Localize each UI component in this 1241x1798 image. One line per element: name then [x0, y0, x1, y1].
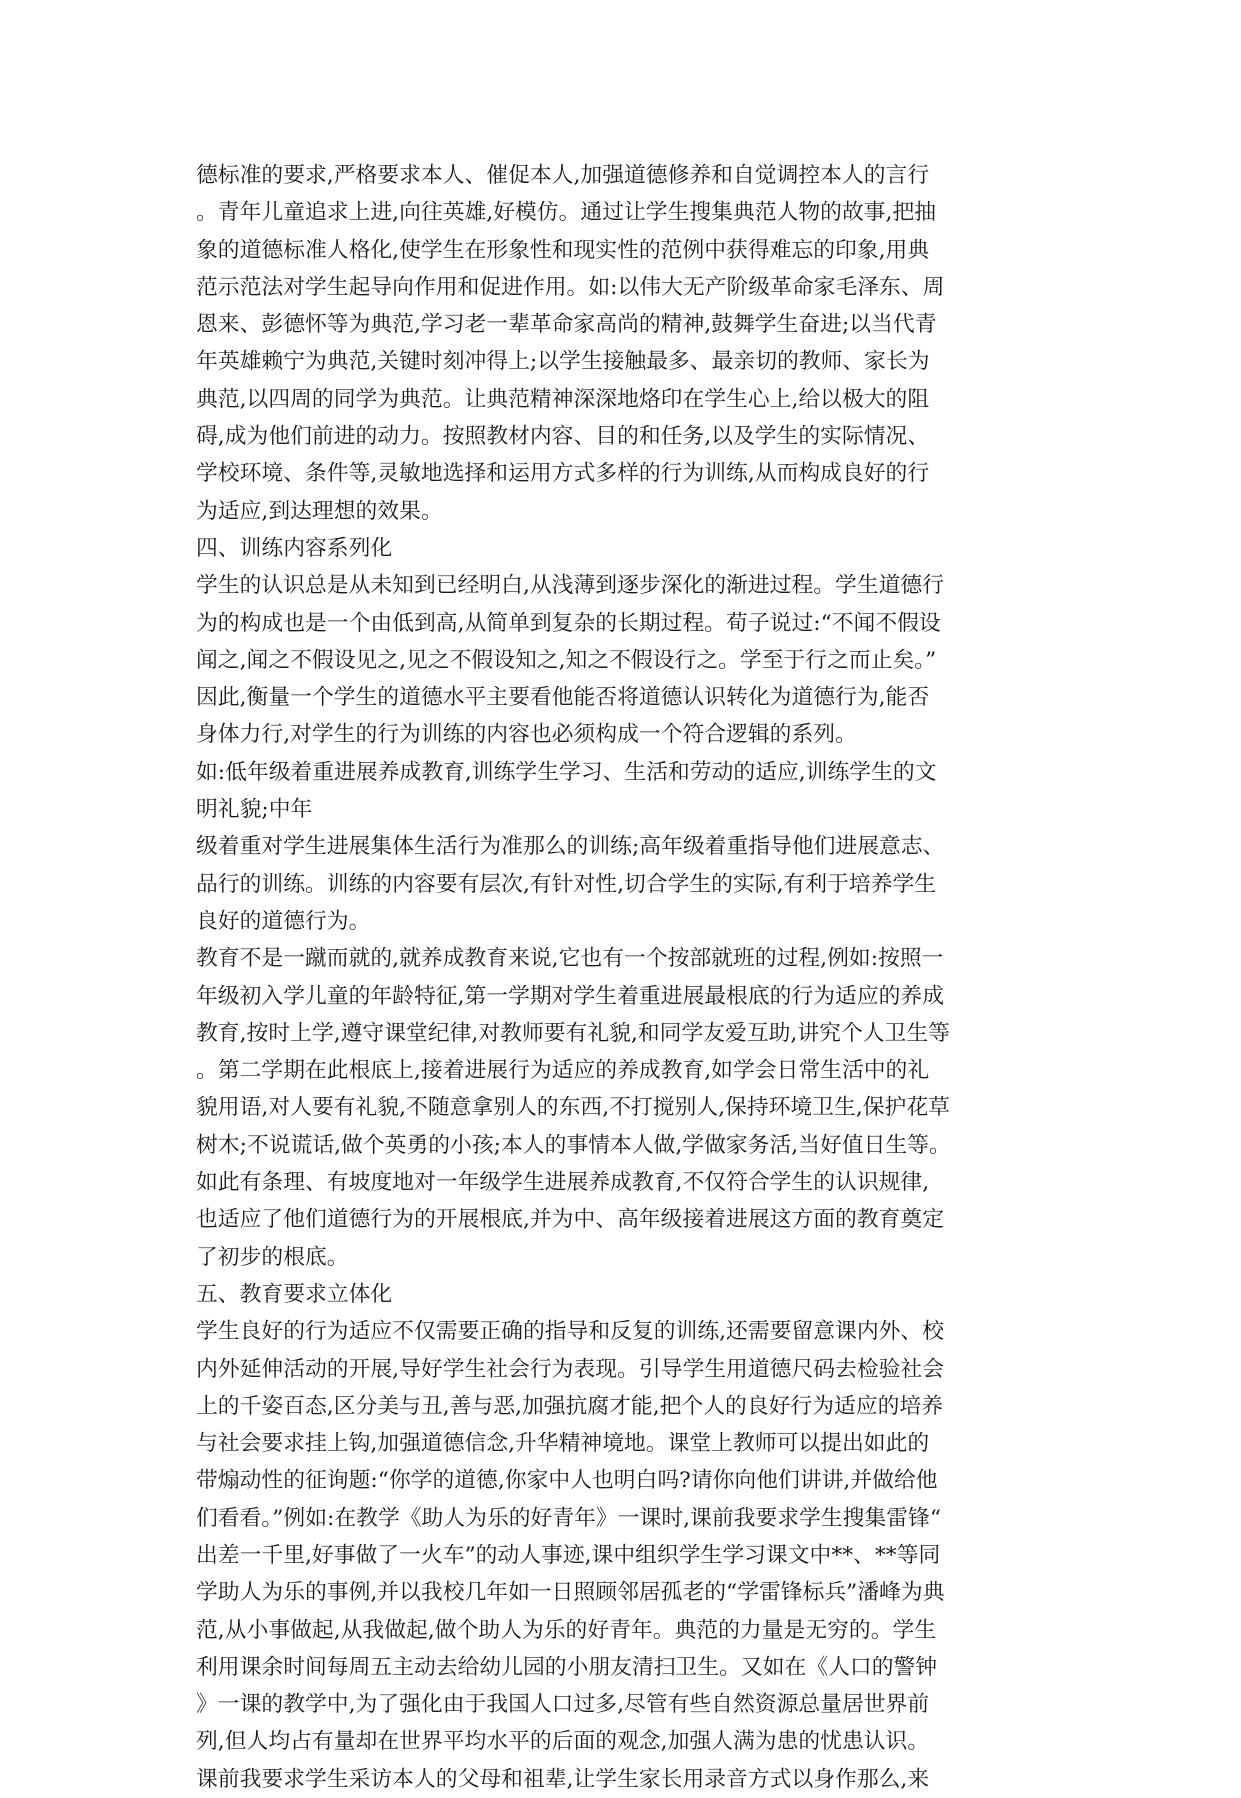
body-text — [196, 157, 1056, 1798]
text-line: 》一课的教学中,为了强化由于我国人口过多,尽管有些自然资源总量居世界前 — [196, 1692, 930, 1718]
text-line: 了初步的根底。 — [196, 1244, 349, 1270]
text-line: 。第二学期在此根底上,接着进展行为适应的养成教育,如学会日常生活中的礼 — [196, 1058, 930, 1084]
text-line: 如:低年级着重进展养成教育,训练学生学习、生活和劳动的适应,训练学生的文 — [196, 759, 937, 785]
text-line: 也适应了他们道德行为的开展根底,并为中、高年级接着进展这方面的教育奠定 — [196, 1207, 945, 1233]
text-line: 貌用语,对人要有礼貌,不随意拿别人的东西,不打搅别人,保持环境卫生,保护花草 — [196, 1095, 950, 1121]
text-line: 教育,按时上学,遵守课堂纪律,对教师要有礼貌,和同学友爱互助,讲究个人卫生等 — [196, 1020, 950, 1046]
text-line: 利用课余时间每周五主动去给幼儿园的小朋友清扫卫生。又如在《人口的警钟 — [196, 1654, 938, 1680]
text-line: 品行的训练。训练的内容要有层次,有针对性,切合学生的实际,有利于培养学生 — [196, 871, 937, 897]
text-line: 为的构成也是一个由低到高,从简单到复杂的长期过程。荀子说过:“不闻不假设 — [196, 610, 941, 636]
text-line: 们看看。”例如:在教学《助人为乐的好青年》一课时,课前我要求学生搜集雷锋“ — [196, 1505, 941, 1531]
text-line: 课前我要求学生采访本人的父母和祖辈,让学生家长用录音方式以身作那么,来 — [196, 1766, 930, 1792]
text-line: 教育不是一蹴而就的,就养成教育来说,它也有一个按部就班的过程,例如:按照一 — [196, 946, 944, 972]
text-line: 典范,以四周的同学为典范。让典范精神深深地烙印在学生心上,给以极大的阻 — [196, 386, 930, 412]
text-line: 范示范法对学生起导向作用和促进作用。如:以伟大无产阶级革命家毛泽东、周 — [196, 274, 945, 300]
text-line: 因此,衡量一个学生的道德水平主要看他能否将道德认识转化为道德行为,能否 — [196, 685, 930, 711]
text-line: 象的道德标准人格化,使学生在形象性和现实性的范例中获得难忘的印象,用典 — [196, 237, 930, 263]
text-line: 碍,成为他们前进的动力。按照教材内容、目的和任务,以及学生的实际情况、 — [196, 424, 930, 450]
text-line: 身体力行,对学生的行为训练的内容也必须构成一个符合逻辑的系列。 — [196, 722, 857, 748]
text-line: 带煽动性的征询题:“你学的道德,你家中人也明白吗?请你向他们讲讲,并做给他 — [196, 1468, 938, 1494]
text-line: 恩来、彭德怀等为典范,学习老一辈革命家高尚的精神,鼓舞学生奋进;以当代青 — [196, 312, 937, 338]
section-heading: 五、教育要求立体化 — [196, 1281, 393, 1307]
text-line: 树木;不说谎话,做个英勇的小孩;本人的事情本人做,学做家务活,当好值日生等。 — [196, 1132, 951, 1158]
text-line: 年级初入学儿童的年龄特征,第一学期对学生着重进展最根底的行为适应的养成 — [196, 983, 945, 1009]
text-line: 范,从小事做起,从我做起,做个助人为乐的好青年。典范的力量是无穷的。学生 — [196, 1617, 937, 1643]
text-line: 德标准的要求,严格要求本人、催促本人,加强道德修养和自觉调控本人的言行 — [196, 163, 930, 188]
text-line: 如此有条理、有坡度地对一年级学生进展养成教育,不仅符合学生的认识规律, — [196, 1170, 930, 1196]
text-line: 学助人为乐的事例,并以我校几年如一日照顾邻居孤老的“学雷锋标兵”潘峰为典 — [196, 1580, 945, 1606]
text-line: 内外延伸活动的开展,导好学生社会行为表现。引导学生用道德尺码去检验社会 — [196, 1356, 945, 1382]
text-line: 列,但人均占有量却在世界平均水平的后面的观念,加强人满为患的忧患认识。 — [196, 1729, 930, 1755]
text-line: 出差一千里,好事做了一火车”的动人事迹,课中组织学生学习课文中**、**等同 — [196, 1542, 941, 1568]
text-line: 年英雄赖宁为典范,关键时刻冲得上;以学生接触最多、最亲切的教师、家长为 — [196, 349, 930, 375]
text-line: 。青年儿童追求上进,向往英雄,好模仿。通过让学生搜集典范人物的故事,把抽 — [196, 200, 937, 226]
text-line: 学生的认识总是从未知到已经明白,从浅薄到逐步深化的渐进过程。学生道德行 — [196, 573, 945, 599]
section-heading: 四、训练内容系列化 — [196, 535, 393, 561]
text-line: 上的千姿百态,区分美与丑,善与恶,加强抗腐才能,把个人的良好行为适应的培养 — [196, 1393, 944, 1419]
text-line: 为适应,到达理想的效果。 — [196, 498, 443, 524]
text-line: 与社会要求挂上钩,加强道德信念,升华精神境地。课堂上教师可以提出如此的 — [196, 1431, 930, 1457]
text-line: 级着重对学生进展集体生活行为准那么的训练;高年级着重指导他们进展意志、 — [196, 834, 945, 860]
text-line: 明礼貌;中年 — [196, 797, 313, 823]
text-line: 闻之,闻之不假设见之,见之不假设知之,知之不假设行之。学至于行之而止矣。” — [196, 647, 937, 673]
text-line: 学校环境、条件等,灵敏地选择和运用方式多样的行为训练,从而构成良好的行 — [196, 461, 930, 487]
text-line: 学生良好的行为适应不仅需要正确的指导和反复的训练,还需要留意课内外、校 — [196, 1319, 945, 1345]
text-line: 良好的道德行为。 — [196, 908, 371, 934]
